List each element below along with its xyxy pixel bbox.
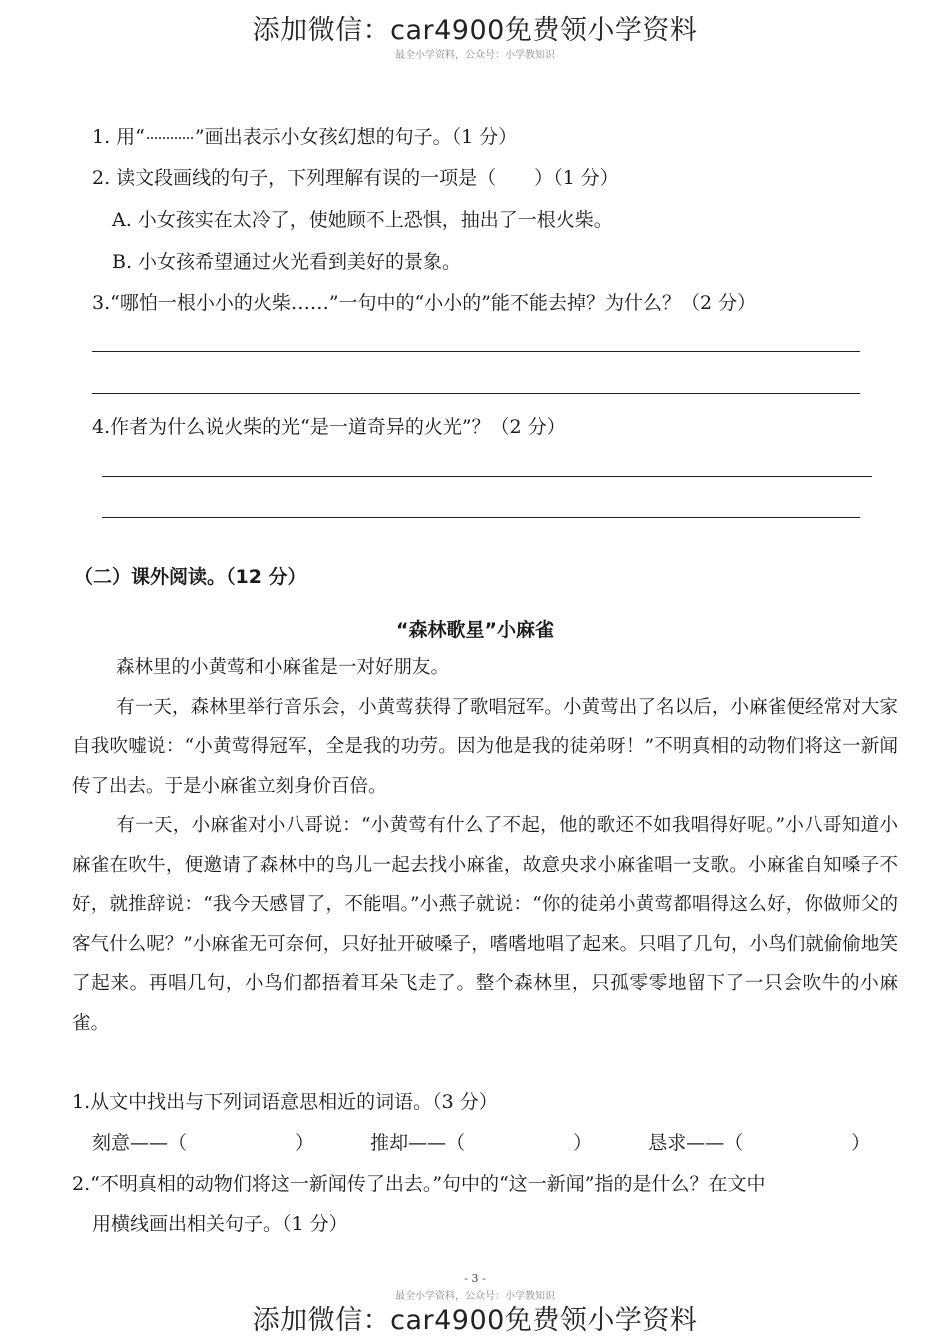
passage-title: “森林歌星”小麻雀 [396,619,554,641]
passage-paragraph: 森林里的小黄莺和小麻雀是一对好朋友。 [116,657,450,678]
question-2: 2. 读文段画线的句子，下列理解有误的一项是（ ）（1 分） [92,167,619,189]
synonym-term: 恳求——（ [648,1132,744,1154]
passage-paragraph: 有一天，小麻雀对小八哥说：“小黄莺有什么了不起，他的歌还不如我唱得好呢。”小八哥知道小麻雀在吹牛，便邀请了森林中的鸟儿一起去找小麻雀，故意央求小麻雀唱一支歌。小麻雀自知嗓子不好，就推辞说：“我今天感冒了，不能唱。”小燕子就说：“你的徒弟小黄莺都唱得这么好，你做师父的客气什么呢？”小麻雀无可奈何，只好扯开破嗓子，嗜嗜地唱了起来。只唱了几句，小鸟们就偷偷地笑了起来。再唱几句，小鸟们都捂着耳朵飞走了。整个森林里，只孤零零地留下了一只会吹牛的小麻雀。 [72,815,898,1034]
question-2-option-b: B. 小女孩希望通过火光看到美好的景象。 [112,251,462,273]
reading-question-2-cont: 用横线画出相关句子。（1 分） [92,1213,348,1235]
watermark-banner-top: 添加微信：car4900免费领小学资料 [252,15,698,46]
question-2-option-a: A. 小女孩实在太冷了，使她顾不上恐惧，抽出了一根火柴。 [112,209,613,231]
synonym-row [92,1128,870,1155]
answer-line[interactable] [92,393,860,394]
answer-line[interactable] [102,517,860,518]
answer-line[interactable] [92,351,860,352]
question-4: 4.作者为什么说火柴的光“是一道奇异的火光”？（2 分） [92,416,566,438]
section-heading: （二）课外阅读。（12 分） [74,566,307,588]
reading-question-1: 1.从文中找出与下列词语意思相近的词语。（3 分） [72,1091,498,1113]
answer-line[interactable] [102,476,872,477]
synonym-term: 刻意——（ [92,1132,188,1154]
passage-paragraph: 有一天，森林里举行音乐会，小黄莺获得了歌唱冠军。小黄莺出了名以后，小麻雀便经常对大家自我吹嘘说：“小黄莺得冠军，全是我的功劳。因为他是我的徒弟呀！”不明真相的动物们将这一新闻传了出去。于是小麻雀立刻身价百倍。 [72,696,898,797]
page-number: - 3 - [464,1272,486,1285]
bracket-close: ） [295,1132,315,1154]
faint-subfooter: 最全小学资料，公众号：小学教知识 [395,1291,555,1302]
question-1-prefix: 1. 用“ [92,126,145,148]
question-1 [92,122,517,149]
question-3: 3.“哪怕一根小小的火柴……”一句中的“小小的”能不能去掉？为什么？（2 分） [92,292,757,314]
bracket-close: ） [573,1132,593,1154]
watermark-banner-bottom: 添加微信：car4900免费领小学资料 [252,1305,698,1336]
wavy-underline-mark [147,137,193,139]
question-1-suffix: ”画出表示小女孩幻想的句子。（1 分） [194,126,518,148]
faint-subheader: 最全小学资料，公众号：小学教知识 [395,50,555,61]
bracket-close: ） [851,1132,871,1154]
synonym-term: 推却——（ [370,1132,466,1154]
reading-question-2: 2.“不明真相的动物们将这一新闻传了出去。”句中的“这一新闻”指的是什么？在文中 [72,1173,766,1195]
passage-body [72,648,898,1043]
